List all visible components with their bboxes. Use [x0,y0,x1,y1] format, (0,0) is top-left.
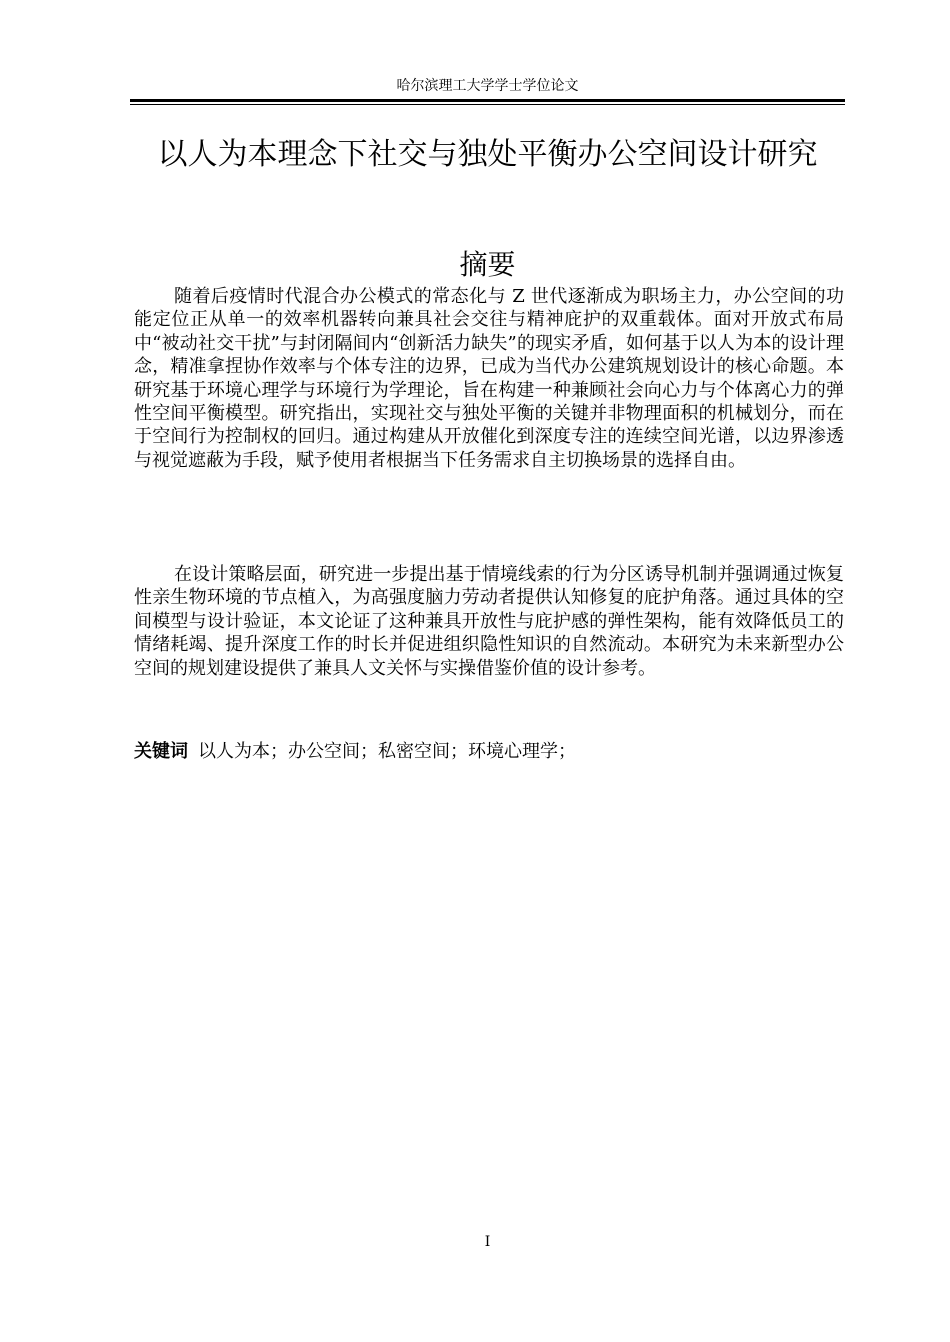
abstract-paragraph-1: 随着后疫情时代混合办公模式的常态化与 Z 世代逐渐成为职场主力，办公空间的功能定位正从单一的效率机器转向兼具社会交往与精神庇护的双重载体。面对开放式布局中“被动社交干扰”与封闭隔间内“创新活力缺失”的现实矛盾，如何基于以人为本的设计理念，精准拿捏协作效率与个体专注的边界，已成为当代办公建筑规划设计的核心命题。本研究基于环境心理学与环境行为学理论，旨在构建一种兼顾社会向心力与个体离心力的弹性空间平衡模型。研究指出，实现社交与独处平衡的关键并非物理面积的机械划分，而在于空间行为控制权的回归。通过构建从开放催化到深度专注的连续空间光谱，以边界渗透与视觉遮蔽为手段，赋予使用者根据当下任务需求自主切换场景的选择自由。 [134,286,844,471]
abstract-paragraph-2: 在设计策略层面，研究进一步提出基于情境线索的行为分区诱导机制并强调通过恢复性亲生物环境的节点植入，为高强度脑力劳动者提供认知修复的庇护角落。通过具体的空间模型与设计验证，本文论证了这种兼具开放性与庇护感的弹性架构，能有效降低员工的情绪耗竭、提升深度工作的时长并促进组织隐性知识的自然流动。本研究为未来新型办公空间的规划建设提供了兼具人文关怀与实操借鉴价值的设计参考。 [134,564,844,679]
keywords-label: 关键词 [134,741,188,762]
page-number: I [484,1234,491,1250]
header-rule [130,99,845,102]
keywords-line [134,740,844,763]
thesis-title: 以人为本理念下社交与独处平衡办公空间设计研究 [157,137,818,172]
keywords-text: 以人为本；办公空间；私密空间；环境心理学； [198,741,576,762]
header-rule-thin [130,104,845,105]
abstract-heading: 摘要 [459,248,516,281]
running-header: 哈尔滨理工大学学士学位论文 [396,78,579,94]
